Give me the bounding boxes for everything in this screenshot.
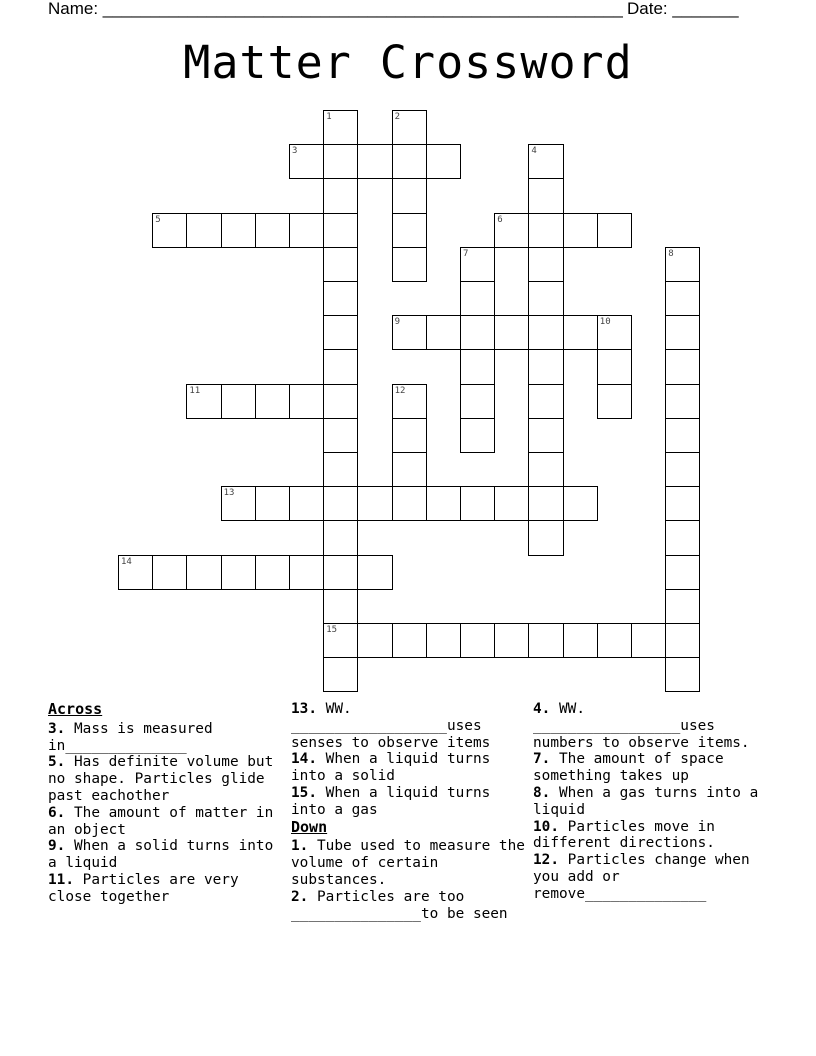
grid-cell[interactable] [289,144,324,179]
clue-column-1 [48,701,284,906]
grid-cell[interactable] [563,315,598,350]
clue-text: Mass is measured in______________ [48,720,213,754]
grid-cell[interactable] [528,315,563,350]
grid-cell[interactable] [631,623,666,658]
clue-text: Has definite volume but no shape. Particles glide past eachother [48,754,274,804]
grid-cell[interactable] [665,452,700,487]
clue-label: 14. [291,751,317,768]
grid-cell[interactable] [597,384,632,419]
grid-cell[interactable] [426,486,461,521]
clue-label: 10. [533,818,559,835]
clue-number: 13 [223,488,235,499]
clue-text: When a gas turns into a liquid [533,784,759,818]
grid-cell[interactable] [528,623,563,658]
grid-cell[interactable] [323,384,358,419]
grid-cell[interactable] [323,589,358,624]
clue-item [533,785,769,819]
clue-number: 8 [668,248,674,259]
clue-label: 15. [291,784,317,801]
grid-cell[interactable] [460,281,495,316]
grid-cell[interactable] [494,623,529,658]
grid-cell[interactable] [528,281,563,316]
grid-cell[interactable] [289,384,324,419]
section-heading: Across [48,700,103,718]
clue-item [291,785,527,819]
grid-cell[interactable] [323,247,358,282]
clue-text: The amount of matter in an object [48,804,274,838]
clue-text: When a liquid turns into a solid [291,751,491,785]
grid-cell[interactable] [528,247,563,282]
grid-cell[interactable] [323,144,358,179]
clue-label: 7. [533,751,551,768]
clue-number: 15 [326,625,338,635]
clue-text: WW. _________________uses numbers to observe items. [533,701,750,751]
clue-number: 14 [121,556,132,567]
clue-item [533,852,769,902]
grid-cell[interactable] [665,247,700,282]
clue-number: 5 [155,214,161,225]
grid-cell[interactable] [494,213,529,248]
clue-item [291,889,527,923]
grid-cell[interactable] [323,178,358,213]
grid-cell[interactable] [357,486,392,521]
grid-cell[interactable] [357,623,392,658]
clue-label: 1. [291,838,309,855]
clue-label: 12. [533,852,559,869]
grid-cell[interactable] [460,247,495,282]
grid-cell[interactable] [323,110,358,145]
grid-cell[interactable] [460,349,495,384]
grid-cell[interactable] [152,213,187,248]
grid-cell[interactable] [255,213,290,248]
grid-cell[interactable] [186,384,221,419]
grid-cell[interactable] [460,418,495,453]
grid-cell[interactable] [255,384,290,419]
grid-cell[interactable] [357,555,392,590]
clue-item [291,751,527,785]
grid-cell[interactable] [323,281,358,316]
section-heading: Down [291,817,328,836]
clue-number: 12 [394,385,406,396]
grid-cell[interactable] [323,452,358,487]
grid-cell[interactable] [323,520,358,555]
grid-cell[interactable] [392,213,427,248]
grid-cell[interactable] [323,657,358,692]
clue-item [291,838,527,888]
grid-cell[interactable] [186,555,221,590]
grid-cell[interactable] [665,384,700,419]
grid-cell[interactable] [665,486,700,521]
clue-item [48,754,284,804]
grid-cell[interactable] [563,623,598,658]
grid-cell[interactable] [392,178,427,213]
grid-cell[interactable] [323,623,358,658]
grid-cell[interactable] [665,623,700,658]
grid-cell[interactable] [392,623,427,658]
grid-cell[interactable] [323,486,358,521]
grid-cell[interactable] [152,555,187,590]
clue-label: 9. [48,838,66,855]
grid-cell[interactable] [323,555,358,590]
clue-number: 9 [394,317,401,328]
name-field[interactable]: Name: _______________________________________________________ [48,0,623,18]
grid-cell[interactable] [597,349,632,384]
clue-label: 3. [48,720,66,737]
grid-cell[interactable] [255,486,290,521]
clue-text: Particles move in different directions. [533,818,715,852]
grid-cell[interactable] [323,315,358,350]
clue-number: 11 [189,385,201,396]
grid-cell[interactable] [118,555,153,590]
grid-cell[interactable] [665,589,700,624]
clue-column-3 [533,701,769,903]
grid-cell[interactable] [323,418,358,453]
clue-text: Particles are too _______________to be seen [291,888,508,922]
grid-cell[interactable] [494,315,529,350]
grid-cell[interactable] [426,144,461,179]
grid-cell[interactable] [528,384,563,419]
clue-item [48,838,284,872]
grid-cell[interactable] [563,213,598,248]
clue-number: 7 [463,248,469,259]
grid-cell[interactable] [289,213,324,248]
clue-item [48,721,284,755]
clue-item [533,701,769,751]
grid-cell[interactable] [563,486,598,521]
grid-cell[interactable] [221,555,256,590]
grid-cell[interactable] [597,213,632,248]
grid-cell[interactable] [665,418,700,453]
grid-cell[interactable] [392,315,427,350]
clue-number: 1 [326,112,332,122]
clue-text: Particles are very close together [48,871,239,905]
clue-text: Tube used to measure the volume of certain substances. [291,838,525,888]
clue-item [533,751,769,785]
grid-cell[interactable] [460,315,495,350]
clue-number: 4 [531,146,537,157]
clue-label: 13. [291,701,317,717]
grid-cell[interactable] [221,486,256,521]
grid-cell[interactable] [528,178,563,213]
grid-cell[interactable] [289,486,324,521]
grid-cell[interactable] [323,349,358,384]
grid-cell[interactable] [665,555,700,590]
grid-cell[interactable] [528,520,563,555]
grid-cell[interactable] [392,144,427,179]
grid-cell[interactable] [255,555,290,590]
clue-label: 4. [533,701,551,717]
clue-item [291,701,527,751]
grid-cell[interactable] [426,315,461,350]
clue-text: The amount of space something takes up [533,751,724,785]
grid-cell[interactable] [528,486,563,521]
grid-cell[interactable] [528,213,563,248]
grid-cell[interactable] [426,623,461,658]
grid-cell[interactable] [494,486,529,521]
grid-cell[interactable] [392,110,427,145]
grid-cell[interactable] [460,623,495,658]
grid-cell[interactable] [289,555,324,590]
clue-label: 5. [48,754,66,771]
grid-cell[interactable] [392,247,427,282]
grid-cell[interactable] [460,384,495,419]
clue-text: When a solid turns into a liquid [48,838,274,872]
grid-cell[interactable] [460,486,495,521]
grid-cell[interactable] [528,418,563,453]
grid-cell[interactable] [597,623,632,658]
date-field[interactable]: Date: _______ [627,0,739,18]
clue-text: Particles change when you add or remove______________ [533,852,750,902]
clue-label: 6. [48,804,66,821]
grid-cell[interactable] [528,349,563,384]
clue-text: WW. __________________uses senses to observe items [291,701,491,751]
grid-cell[interactable] [528,144,563,179]
clue-column-2 [291,701,527,922]
grid-cell[interactable] [665,657,700,692]
clue-number: 3 [292,146,298,157]
clue-number: 6 [497,214,503,225]
grid-cell[interactable] [597,315,632,350]
grid-cell[interactable] [357,144,392,179]
grid-cell[interactable] [221,213,256,248]
clue-item [533,819,769,853]
grid-cell[interactable] [392,418,427,453]
grid-cell[interactable] [392,452,427,487]
clue-item [48,805,284,839]
grid-cell[interactable] [392,486,427,521]
page-title: Matter Crossword [183,36,633,89]
grid-cell[interactable] [528,452,563,487]
grid-cell[interactable] [221,384,256,419]
clue-number: 2 [394,112,401,122]
grid-cell[interactable] [392,384,427,419]
clue-label: 2. [291,888,309,905]
clue-text: When a liquid turns into a gas [291,784,491,818]
grid-cell[interactable] [665,520,700,555]
clue-item [48,872,284,906]
grid-cell[interactable] [665,349,700,384]
grid-cell[interactable] [323,213,358,248]
clue-number: 10 [599,317,611,328]
clue-label: 8. [533,784,551,801]
grid-cell[interactable] [186,213,221,248]
clue-label: 11. [48,871,74,888]
grid-cell[interactable] [665,281,700,316]
grid-cell[interactable] [665,315,700,350]
